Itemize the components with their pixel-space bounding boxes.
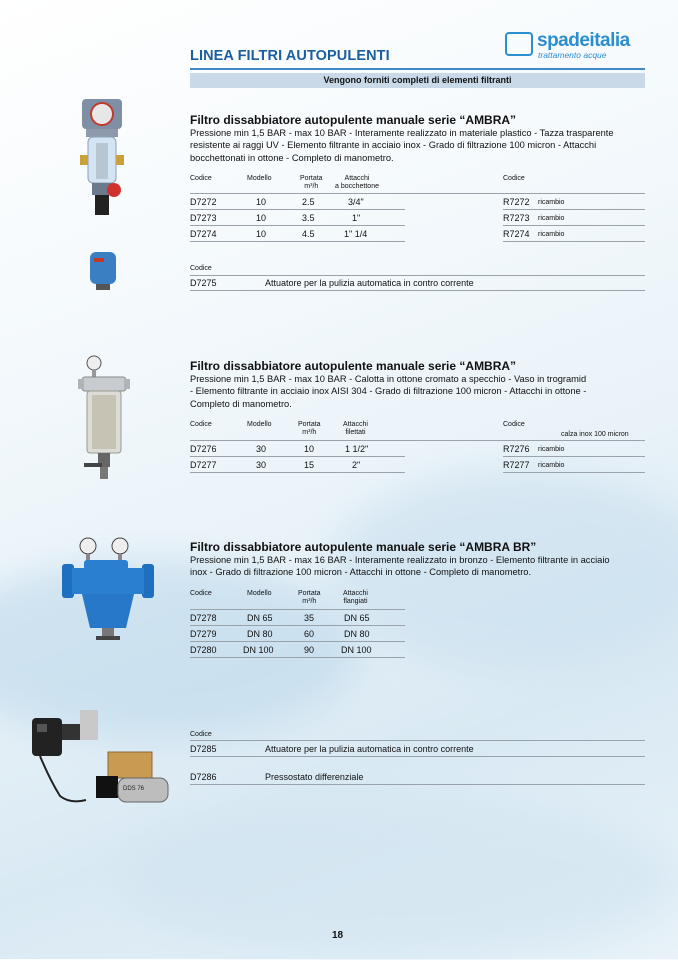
- title-rule: [190, 68, 645, 70]
- description-line: Completo di manometro.: [190, 398, 292, 409]
- product-image-ambra-plastic: [78, 95, 128, 225]
- accessory-codice: D7285: [190, 744, 217, 754]
- cell-codice: D7277: [190, 460, 217, 470]
- logo-mark-icon: [505, 32, 533, 56]
- col-header-codice: Codice: [190, 590, 212, 597]
- row-rule: [190, 472, 405, 473]
- header-line: a bocchettone: [335, 183, 379, 190]
- header-line: Attacchi: [344, 175, 370, 182]
- cell-codice: D7274: [190, 229, 217, 239]
- cell-attacchi: 2": [352, 460, 361, 470]
- accessory-description: Pressostato differenziale: [265, 772, 364, 782]
- cell-ricambio: R7274: [503, 229, 530, 239]
- col-header-portata: [300, 175, 323, 191]
- cell-modello: DN 100: [243, 645, 274, 655]
- col-header-modello: Modello: [247, 590, 272, 597]
- cell-attacchi: 3/4": [348, 197, 364, 207]
- cell-modello: DN 65: [247, 613, 273, 623]
- col-header-ricambio-note: calza inox 100 micron: [561, 431, 629, 438]
- cell-portata: 2.5: [302, 197, 315, 207]
- cell-portata: 90: [304, 645, 315, 655]
- table-rule: [190, 440, 645, 441]
- page-title: LINEA FILTRI AUTOPULENTI: [190, 48, 390, 64]
- device-label: DDS 76: [123, 786, 145, 792]
- row-rule: [190, 241, 405, 242]
- cell-portata: 3.5: [302, 213, 315, 223]
- col-header-portata: [298, 590, 321, 606]
- row-rule: [190, 657, 405, 658]
- col-header-codice-ricambio: Codice: [503, 175, 525, 182]
- cell-ricambio: R7273: [503, 213, 530, 223]
- header-line: m³/h: [302, 598, 317, 605]
- col-header-attacchi: [343, 421, 368, 437]
- col-header-portata: [298, 421, 321, 437]
- product-image-actuator-pressostato: [30, 700, 180, 810]
- product-image-ambra-chrome: [78, 353, 130, 481]
- accessory-header-codice: Codice: [190, 731, 212, 738]
- cell-modello: 30: [256, 444, 267, 454]
- cell-attacchi: 1 1/2": [345, 444, 369, 454]
- cell-attacchi: 1" 1/4: [344, 229, 368, 239]
- description-line: Pressione min 1,5 BAR - max 16 BAR - Interamente realizzato in bronzo - Elemento filtrante in acciaio: [190, 555, 610, 565]
- header-line: Attacchi: [343, 421, 368, 428]
- col-header-attacchi: [335, 175, 379, 191]
- cell-attacchi: DN 80: [344, 629, 370, 639]
- col-header-modello: Modello: [247, 175, 272, 182]
- cell-modello: 30: [256, 460, 267, 470]
- section-description: [190, 127, 646, 164]
- section-description: [190, 554, 646, 579]
- header-line: Attacchi: [343, 590, 368, 597]
- row-rule: [190, 784, 645, 785]
- description-line: Pressione min 1,5 BAR - max 10 BAR - Interamente realizzato in materiale plastico - Tazza trasparente: [190, 128, 614, 138]
- cell-portata: 10: [304, 444, 315, 454]
- accessory-description: Attuatore per la pulizia automatica in contro corrente: [265, 278, 474, 288]
- section-title: Filtro dissabbiatore autopulente manuale serie “AMBRA”: [190, 359, 517, 373]
- description-line: resistente ai raggi UV - Elemento filtrante in acciaio inox - Grado di filtrazione 100 micron - Attacchi: [190, 140, 597, 151]
- info-banner: Vengono forniti completi di elementi filtranti: [190, 73, 645, 88]
- row-rule: [190, 209, 405, 210]
- cell-portata: 35: [304, 613, 315, 623]
- cell-ricambio: R7277: [503, 460, 530, 470]
- logo-tagline: trattamento acque: [538, 50, 607, 60]
- cell-attacchi: DN 100: [341, 645, 372, 655]
- brand-logo: [505, 30, 647, 62]
- accessory-codice: D7286: [190, 772, 217, 782]
- accessory-codice: D7275: [190, 278, 217, 288]
- section-description: [190, 373, 646, 410]
- cell-modello: 10: [256, 213, 267, 223]
- cell-portata: 4.5: [302, 229, 315, 239]
- header-line: Portata: [298, 421, 321, 428]
- table-rule: [190, 609, 405, 610]
- row-rule: [503, 225, 645, 226]
- logo-name: spadeitalia: [537, 30, 630, 51]
- header-line: m³/h: [304, 183, 319, 190]
- col-header-modello: Modello: [247, 421, 272, 428]
- description-line: inox - Grado di filtrazione 100 micron - Attacchi in ottone - Completo di manometro.: [190, 567, 532, 578]
- row-rule: [190, 756, 645, 757]
- cell-portata: 60: [304, 629, 315, 639]
- col-header-codice: Codice: [190, 175, 212, 182]
- accessory-description: Attuatore per la pulizia automatica in contro corrente: [265, 744, 474, 754]
- cell-ricambio-label: ricambio: [538, 231, 565, 238]
- cell-ricambio-label: ricambio: [538, 462, 565, 469]
- product-section-2: [190, 359, 646, 410]
- product-section-1: [190, 113, 646, 164]
- cell-ricambio: R7272: [503, 197, 530, 207]
- row-rule: [190, 641, 405, 642]
- product-section-3: [190, 540, 646, 579]
- row-rule: [190, 290, 645, 291]
- header-line: Portata: [300, 175, 323, 182]
- cell-attacchi: 1": [352, 213, 361, 223]
- description-line: - Elemento filtrante in acciaio inox AISI 304 - Grado di filtrazione 100 micron - Attacchi in ottone -: [190, 386, 587, 397]
- description-line: Pressione min 1,5 BAR - max 10 BAR - Calotta in ottone cromato a specchio - Vaso in trogramid: [190, 374, 587, 384]
- row-rule: [190, 225, 405, 226]
- row-rule: [503, 472, 645, 473]
- description-line: bocchettonati in ottone - Completo di manometro.: [190, 152, 394, 163]
- row-rule: [190, 625, 405, 626]
- header-line: Portata: [298, 590, 321, 597]
- cell-ricambio-label: ricambio: [538, 446, 565, 453]
- col-header-codice: Codice: [190, 421, 212, 428]
- cell-ricambio-label: ricambio: [538, 199, 565, 206]
- row-rule: [503, 209, 645, 210]
- cell-modello: 10: [256, 229, 267, 239]
- page-number: 18: [332, 930, 344, 941]
- cell-portata: 15: [304, 460, 315, 470]
- section-title: Filtro dissabbiatore autopulente manuale serie “AMBRA BR”: [190, 540, 537, 554]
- cell-codice: D7276: [190, 444, 217, 454]
- product-image-ambra-br: [62, 536, 154, 648]
- header-line: m³/h: [302, 429, 317, 436]
- table-rule: [190, 740, 645, 741]
- col-header-codice-ricambio: Codice: [503, 421, 525, 428]
- header-line: flangiati: [343, 598, 368, 605]
- cell-attacchi: DN 65: [344, 613, 370, 623]
- cell-codice: D7279: [190, 629, 217, 639]
- cell-ricambio: R7276: [503, 444, 530, 454]
- row-rule: [190, 456, 405, 457]
- row-rule: [503, 456, 645, 457]
- row-rule: [503, 241, 645, 242]
- table-rule: [190, 193, 645, 194]
- cell-codice: D7280: [190, 645, 217, 655]
- cell-codice: D7272: [190, 197, 217, 207]
- cell-modello: DN 80: [247, 629, 273, 639]
- product-image-actuator: [88, 248, 120, 292]
- cell-codice: D7273: [190, 213, 217, 223]
- table-rule: [190, 275, 645, 276]
- background-wave: [120, 800, 678, 960]
- section-title: Filtro dissabbiatore autopulente manuale serie “AMBRA”: [190, 113, 517, 127]
- cell-codice: D7278: [190, 613, 217, 623]
- header-line: filettati: [345, 429, 366, 436]
- col-header-attacchi: [343, 590, 368, 606]
- cell-ricambio-label: ricambio: [538, 215, 565, 222]
- accessory-header-codice: Codice: [190, 265, 212, 272]
- cell-modello: 10: [256, 197, 267, 207]
